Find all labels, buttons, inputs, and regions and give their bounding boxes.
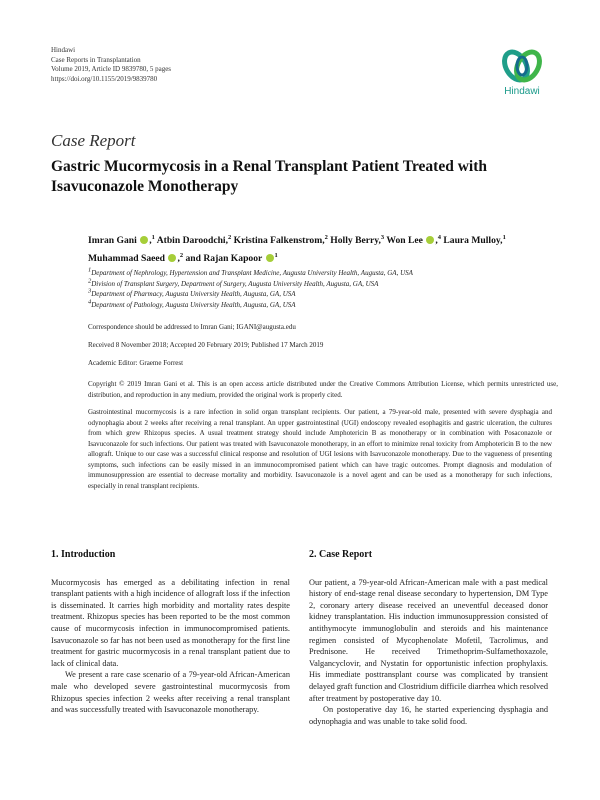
affiliation-number: 2 <box>324 233 328 241</box>
affiliation <box>88 279 558 290</box>
logo-text: Hindawi <box>504 86 540 97</box>
affiliation <box>88 289 558 300</box>
author-name: Rajan Kapoor <box>203 252 263 264</box>
author <box>203 253 277 264</box>
author-name: Laura Mulloy <box>443 235 501 246</box>
author: Laura Mulloy,$^1$ <box>443 233 506 246</box>
author: Imran Gani ,$^1$ <box>88 233 155 246</box>
affiliation-text: Department of Nephrology, Hypertension and Transplant Medicine, Augusta University Health, Augusta, GA, USA <box>91 269 413 277</box>
paragraph: Mucormycosis has emerged as a debilitating infection in renal transplant patients with a high incidence of allograft loss if the infection is disseminated. It carries high morbidity and mortality rates despite treatment. Rhizopus species has been reported to be the most common cause of mucormycosis infection in immunocompromised patients. Isavuconazole so far has not been used as monotherapy for the first line treatment for gastric mucormycosis in a renal transplant patient due to lack of clinical data. <box>51 577 290 668</box>
paragraph: We present a rare case scenario of a 79-year-old African-American male who developed severe gastrointestinal mucormycosis from Rhizopus species infection 2 weeks after receiving a renal transplant and was successfully treated with Isavuconazole monotherapy. <box>51 670 290 715</box>
author-list: Imran Gani ,$^1$ Atbin Daroodchi,$^2$ Kristina Falkenstrom,$^2$ Holly Berry,$^3$ Won Lee ,$^4$ Laura Mulloy,$^1$ Muhammad Saeed ,$^2$ and Rajan Kapoor $^1$ <box>88 233 506 264</box>
author-name: Muhammad Saeed <box>88 252 166 264</box>
affiliation-number: 1 <box>274 251 278 259</box>
author-name: Won Lee <box>386 235 423 246</box>
author: Won Lee ,$^4$ <box>386 233 441 246</box>
author: Muhammad Saeed ,$^2$ <box>88 251 184 264</box>
paragraph: On postoperative day 16, he started experiencing dysphagia and odynophagia and was unable to take solid food. <box>309 705 548 726</box>
affiliation-number: 1 <box>88 266 92 274</box>
affiliation <box>88 268 558 279</box>
affiliation-number: 2 <box>227 233 232 241</box>
affiliation-number: 2 <box>179 251 184 259</box>
author-name: Atbin Daroodchi <box>156 235 226 246</box>
journal-name: Case Reports in Transplantation <box>51 55 141 64</box>
case-report-section <box>309 549 548 727</box>
orcid-icon[interactable] <box>426 236 434 244</box>
affiliation-text: Department of Pathology, Augusta University Health, Augusta, GA, USA <box>91 300 296 309</box>
affiliation-number: 4 <box>437 233 441 241</box>
orcid-icon[interactable] <box>168 254 176 262</box>
orcid-icon[interactable] <box>140 236 148 244</box>
journal-doi[interactable]: https://doi.org/10.1155/2019/9839780 <box>51 74 158 83</box>
journal-volume: Volume 2019, Article ID 9839780, 5 pages <box>51 65 172 74</box>
affiliation-number: 2 <box>88 277 92 285</box>
abstract: Gastrointestinal mucormycosis is a rare infection in solid organ transplant recipients. Our patient, a 79-year-old male, presented with severe dysphagia and odynophagia about 2 weeks after receiving a renal transplant. An upper gastrointestinal (UGI) endoscopy revealed esophagitis and gastric ulceration, the cultures from which grew Rhizopus species. A usual treatment strategy should include Amphotericin B as monotherapy or in combination with Posaconazole or Isavuconazole for such infections. Our patient was treated with Isavuconazole monotherapy, in an effort to minimize renal toxicity from Amphotericin B to the new allograft. Unique to our case was a successful clinical response and resolution of UGI lesions with Isavuconazole monotherapy. Due to the vagueness of presenting symptoms, such infections can be easily missed in an immunocompromised patient which can have tragic outcomes. Prompt diagnosis and modulation of immunosuppression are essential to decrease mortality and morbidity. Isavuconazole is a novel agent and can be used as a monotherapy for such infections, especially in renal transplant recipients. <box>88 408 552 490</box>
hindawi-logo <box>496 47 548 103</box>
affiliation <box>88 300 558 311</box>
article-dates: Received 8 November 2018; Accepted 20 February 2019; Published 17 March 2019 <box>88 341 324 349</box>
article-title: Gastric Mucormycosis in a Renal Transplant Patient Treated with Isavuconazole Monotherapy <box>51 158 487 195</box>
section-heading: 1. Introduction <box>51 549 116 560</box>
affiliation-text: Department of Pharmacy, Augusta University Health, Augusta, GA, USA <box>91 290 296 299</box>
introduction-section <box>51 549 290 716</box>
author-name: Kristina Falkenstrom <box>233 235 323 246</box>
affiliation-number: 1 <box>502 233 506 241</box>
publisher-name: Hindawi <box>51 46 76 54</box>
hindawi-logo-icon <box>502 47 542 85</box>
paragraph: Our patient, a 79-year-old African-American male with a past medical history of end-stage renal disease secondary to hypertension, DM Type 2, coronary artery disease received an uneventful deceased donor kidney transplantation. His induction immunosuppression consisted of antithymocyte immunoglobulin and steroids and his maintenance regimen consisted of Mycophenolate Mofetil, Tacrolimus, and Prednisone. He received Trimethoprim-Sulfamethoxazole, Valgancyclovir, and Nystatin for opportunistic infection prophylaxis. His immediate posttransplant course was complicated by transient delayed graft function and Clostridium difficile diarrhea which resolved after treatment by postoperative day 10. <box>309 577 548 703</box>
academic-editor: Academic Editor: Graeme Forrest <box>88 359 184 367</box>
author-name: Imran Gani <box>88 235 137 246</box>
affiliation-text: Division of Transplant Surgery, Department of Surgery, Augusta University Health, Augusta, GA, USA <box>91 279 379 288</box>
affiliation-number: 3 <box>88 287 92 295</box>
article-type: Case Report <box>51 131 136 150</box>
affiliation-number: 3 <box>380 233 385 241</box>
copyright-notice: Copyright © 2019 Imran Gani et al. This is an open access article distributed under the Creative Commons Attribution License, which permits unrestricted use, distribution, and reproduction in any medium, provided the original work is properly cited. <box>88 380 558 399</box>
affiliation-number: 4 <box>88 298 92 306</box>
author-name: Holly Berry <box>330 235 379 246</box>
author: Kristina Falkenstrom,$^2$ <box>233 233 328 246</box>
correspondence: Correspondence should be addressed to Imran Gani; IGANI@augusta.edu <box>88 323 296 331</box>
orcid-icon[interactable] <box>266 254 274 262</box>
author: Atbin Daroodchi,$^2$ <box>156 233 232 246</box>
author: Holly Berry,$^3$ <box>330 233 385 246</box>
affiliation-list <box>88 268 558 310</box>
affiliation-number: 1 <box>151 233 155 241</box>
section-heading: 2. Case Report <box>309 549 373 560</box>
journal-info <box>51 46 171 84</box>
